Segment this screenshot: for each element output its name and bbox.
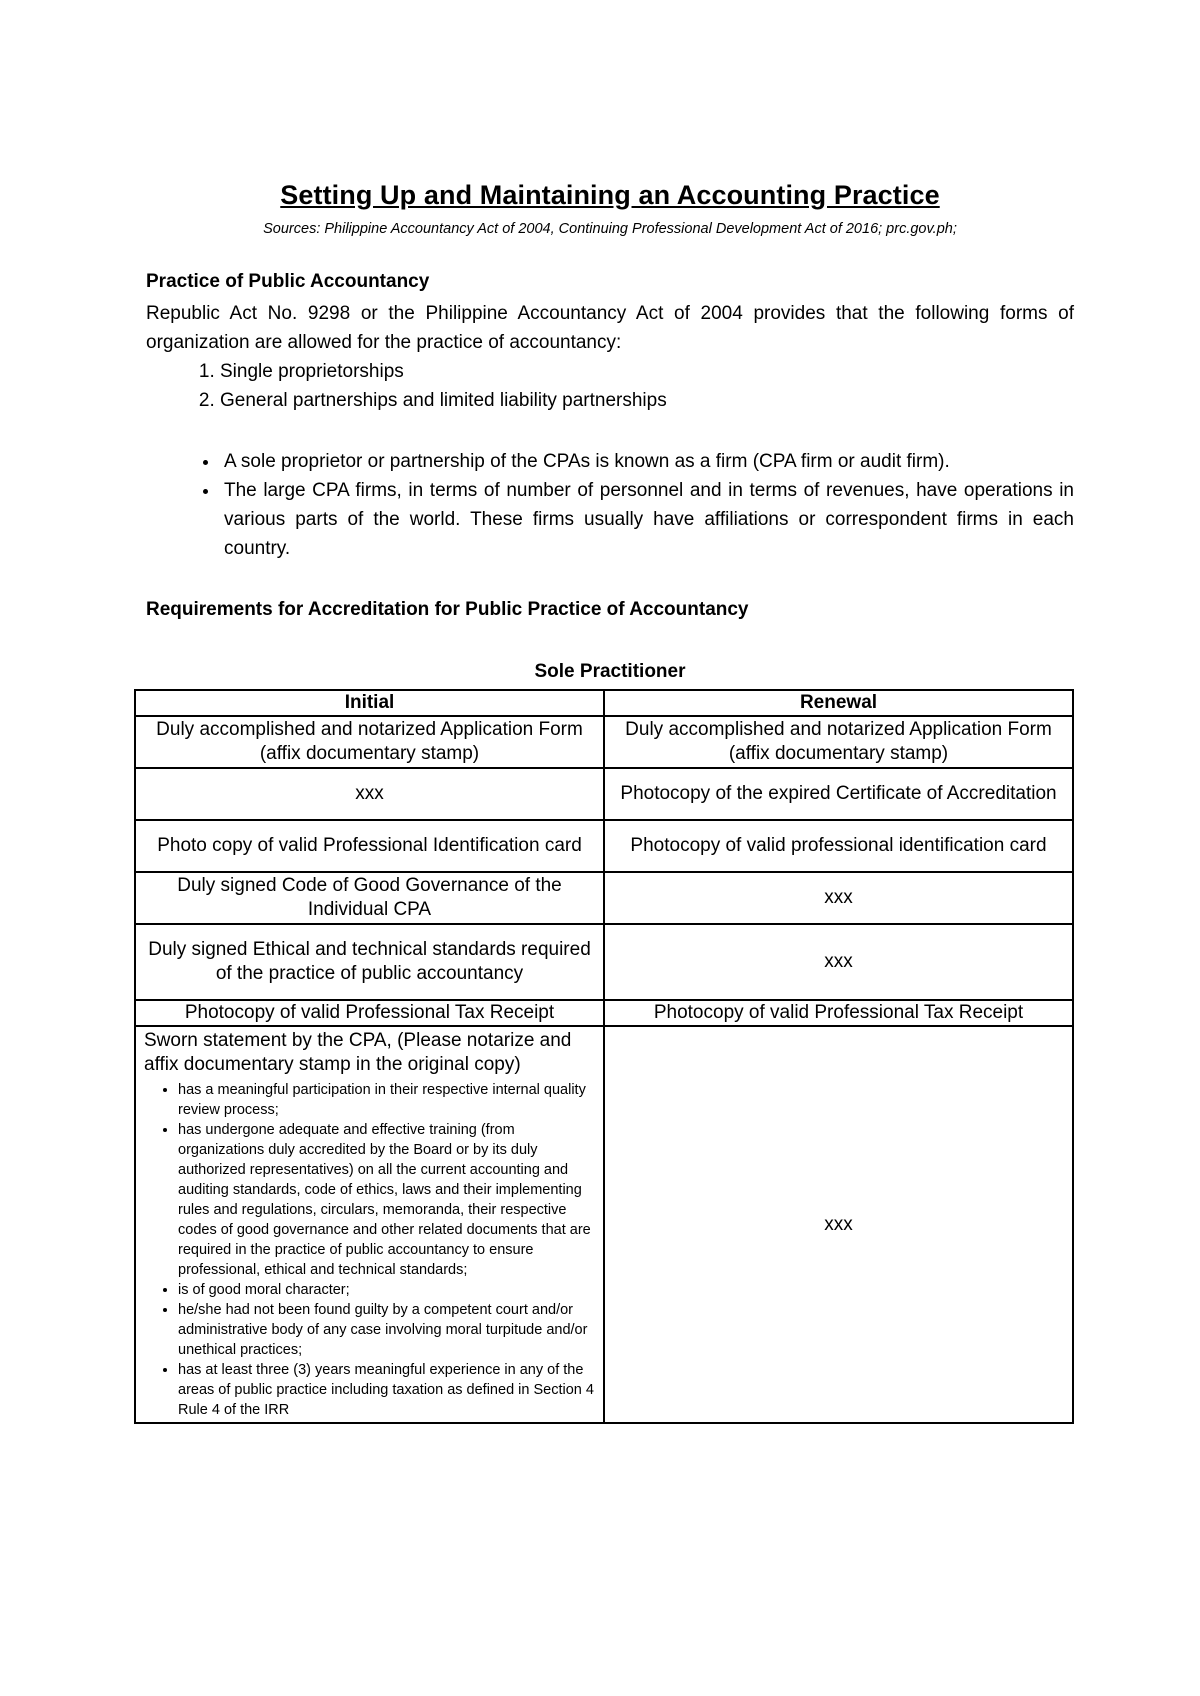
table-cell: Photocopy of the expired Certificate of Accreditation bbox=[604, 768, 1073, 820]
document-title: Setting Up and Maintaining an Accounting Practice bbox=[280, 180, 940, 210]
table-row bbox=[135, 716, 1073, 768]
sworn-statement-cell bbox=[135, 1026, 604, 1423]
requirements-table bbox=[134, 689, 1074, 1424]
table-row bbox=[135, 1000, 1073, 1026]
sources-line: Sources: Philippine Accountancy Act of 2004, Continuing Professional Development Act of 2016; prc.gov.ph; bbox=[263, 221, 957, 237]
bullet-item: • A sole proprietor or partnership of the CPAs is known as a firm (CPA firm or audit firm). bbox=[220, 447, 1074, 476]
sworn-item: • is of good moral character; bbox=[178, 1280, 597, 1300]
bullet-item: • The large CPA firms, in terms of number of personnel and in terms of revenues, have operations in various parts of the world. These firms usually have affiliations or correspondent firms in each country. bbox=[220, 476, 1074, 563]
sworn-statement-intro: Sworn statement by the CPA, (Please notarize and affix documentary stamp in the original copy) bbox=[144, 1030, 572, 1075]
table-row bbox=[135, 924, 1073, 1000]
sworn-item: • has at least three (3) years meaningful experience in any of the areas of public practice including taxation as defined in Section 4 Rule 4 of the IRR bbox=[178, 1360, 597, 1420]
table-row-sworn-statement bbox=[135, 1026, 1073, 1423]
sworn-statement-list bbox=[144, 1080, 597, 1420]
table-cell: Duly accomplished and notarized Application Form (affix documentary stamp) bbox=[604, 716, 1073, 768]
sworn-item: • has a meaningful participation in their respective internal quality review process; bbox=[178, 1080, 597, 1120]
firm-bullets bbox=[146, 447, 1074, 563]
table-cell: Photocopy of valid professional identification card bbox=[604, 820, 1073, 872]
table-cell: Duly accomplished and notarized Application Form (affix documentary stamp) bbox=[135, 716, 604, 768]
table-cell: xxx bbox=[604, 872, 1073, 924]
section-heading-practice: Practice of Public Accountancy bbox=[146, 271, 430, 292]
table-header-row bbox=[135, 690, 1073, 716]
document-page bbox=[146, 180, 1074, 1424]
table-cell: Photocopy of valid Professional Tax Receipt bbox=[604, 1000, 1073, 1026]
table-row bbox=[135, 768, 1073, 820]
sworn-item: • has undergone adequate and effective training (from organizations duly accredited by the Board or by its duly authorized representatives) on all the current accounting and auditing standards, code of ethics, laws and their implementing rules and regulations, circulars, memoranda, their respective codes of good governance and other related documents that are required in the practice of public accountancy to ensure professional, ethical and technical standards; bbox=[178, 1120, 597, 1280]
table-cell: xxx bbox=[604, 924, 1073, 1000]
column-header-initial: Initial bbox=[135, 690, 604, 716]
section-heading-requirements: Requirements for Accreditation for Public Practice of Accountancy bbox=[146, 599, 749, 620]
table-cell: Duly signed Ethical and technical standards required of the practice of public accountancy bbox=[135, 924, 604, 1000]
intro-paragraph: Republic Act No. 9298 or the Philippine Accountancy Act of 2004 provides that the following forms of organization are allowed for the practice of accountancy: bbox=[146, 303, 1074, 353]
list-item: 2. General partnerships and limited liability partnerships bbox=[220, 386, 1074, 415]
table-row bbox=[135, 820, 1073, 872]
column-header-renewal: Renewal bbox=[604, 690, 1073, 716]
table-cell: Duly signed Code of Good Governance of the Individual CPA bbox=[135, 872, 604, 924]
sworn-item: • he/she had not been found guilty by a competent court and/or administrative body of any case involving moral turpitude and/or unethical practices; bbox=[178, 1300, 597, 1360]
table-row bbox=[135, 872, 1073, 924]
table-cell: xxx bbox=[604, 1026, 1073, 1423]
list-item: 1. Single proprietorships bbox=[220, 357, 1074, 386]
table-cell: xxx bbox=[135, 768, 604, 820]
table-title: Sole Practitioner bbox=[534, 661, 686, 682]
organization-forms-list bbox=[146, 357, 1074, 415]
table-cell: Photo copy of valid Professional Identification card bbox=[135, 820, 604, 872]
table-cell: Photocopy of valid Professional Tax Receipt bbox=[135, 1000, 604, 1026]
